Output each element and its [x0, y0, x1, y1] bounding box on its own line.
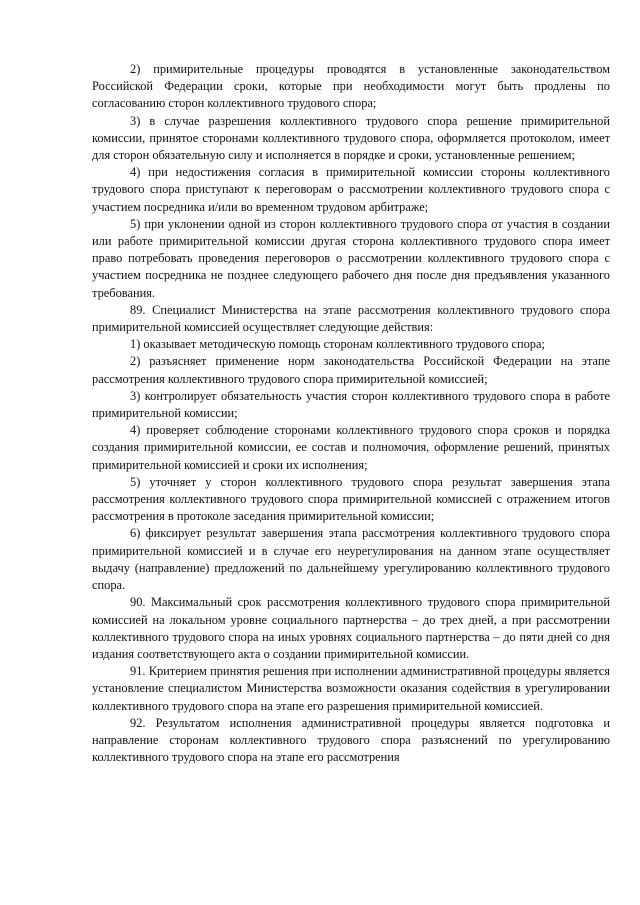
- paragraph-clause-91: 91. Критерием принятия решения при исполнении административной процедуры является установление специалистом Министерства возможности оказания содействия в урегулировании коллективного трудового спора на этапе его разрешения примирительной комиссией.: [92, 664, 610, 713]
- paragraph-clause-89: 89. Специалист Министерства на этапе рассмотрения коллективного трудового спора примирительной комиссией осуществляет следующие действия:: [92, 302, 610, 335]
- paragraph-item-2: 2) примирительные процедуры проводятся в установленные законодательством Российской Федерации сроки, которые при необходимости могут быть продлены по согласованию сторон коллективного трудового спора;: [92, 62, 610, 111]
- paragraph-item-4: 4) при недостижения согласия в примирительной комиссии стороны коллективного трудового спора приступают к переговорам о рассмотрении коллективного трудового спора с участием посредника и/или во временном трудовом арбитраже;: [92, 165, 610, 214]
- paragraph-item-5: 5) при уклонении одной из сторон коллективного трудового спора от участия в создании или работе примирительной комиссии другая сторона коллективного трудового спора имеет право потребовать проведения переговоров о рассмотрении коллективного трудового спора с участием посредника не позднее следующего рабочего дня после дня предъявления указанного требования.: [92, 216, 610, 300]
- paragraph-clause-89-item-5: 5) уточняет у сторон коллективного трудового спора результат завершения этапа рассмотрения коллективного трудового спора примирительной комиссией с отражением итогов рассмотрения в протоколе заседания примирительной комиссии;: [92, 474, 610, 524]
- paragraph-clause-92: 92. Результатом исполнения административной процедуры является подготовка и направление сторонам коллективного трудового спора разъяснений по урегулированию коллективного трудового спора на этапе его рассмотрения: [92, 715, 610, 765]
- paragraph-clause-89-item-4: 4) проверяет соблюдение сторонами коллективного трудового спора сроков и порядка создания примирительной комиссии, ее состав и полномочия, оформление решений, принятых примирительной комиссией и сроки их исполнения;: [92, 423, 610, 472]
- paragraph-clause-90: 90. Максимальный срок рассмотрения коллективного трудового спора примирительной комиссией на локальном уровне социального партнерства – до трех дней, а при рассмотрении коллективного трудового спора на иных уровнях социального партнерства – до пяти дней со дня издания соответствующего акта о создании примирительной комиссии.: [92, 595, 610, 661]
- paragraph-clause-89-item-2: 2) разъясняет применение норм законодательства Российской Федерации на этапе рассмотрения коллективного трудового спора примирительной комиссией;: [92, 354, 610, 386]
- document-body: [92, 61, 610, 766]
- paragraph-clause-89-item-1: 1) оказывает методическую помощь сторонам коллективного трудового спора;: [130, 337, 545, 352]
- paragraph-clause-89-item-3: 3) контролирует обязательность участия сторон коллективного трудового спора в работе примирительной комиссии;: [92, 388, 610, 421]
- paragraph-clause-89-item-6: 6) фиксирует результат завершения этапа рассмотрения коллективного трудового спора примирительной комиссией и в случае его неурегулирования на данном этапе осуществляет выдачу (направление) предложений по дальнейшему урегулированию коллективного трудового спора.: [92, 526, 610, 593]
- paragraph-item-3: 3) в случае разрешения коллективного трудового спора решение примирительной комиссии, принятое сторонами коллективного трудового спора, оформляется протоколом, имеет для сторон обязательную силу и исполняется в порядке и сроки, установленные решением;: [92, 113, 610, 163]
